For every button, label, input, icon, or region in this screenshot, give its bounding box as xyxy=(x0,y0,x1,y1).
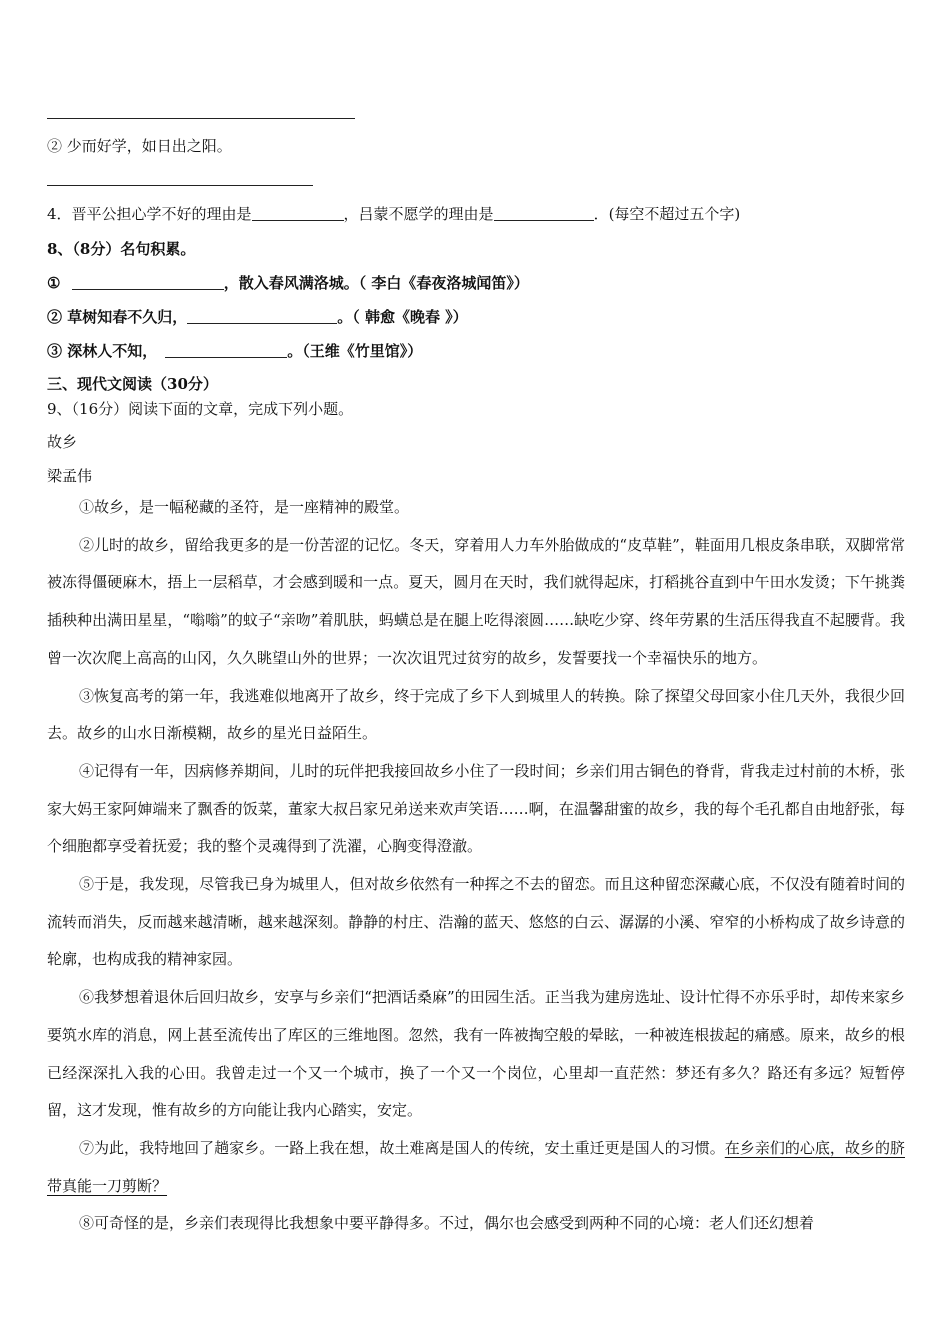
article-paragraph: ⑧可奇怪的是，乡亲们表现得比我想象中要平静得多。不过，偶尔也会感受到两种不同的心境：老人们还幻想着 xyxy=(79,1214,815,1233)
q8-line3-rest: 。（王维《竹里馆》） xyxy=(287,342,423,360)
q8-line3-text: ③ 深林人不知， xyxy=(47,342,158,360)
q4-blank-2 xyxy=(494,206,594,221)
q8-blank-3 xyxy=(165,343,287,358)
p7-underlined-sentence: 在乡亲们的心底，故乡的脐带真能一刀剪断？ xyxy=(47,1138,905,1195)
article-paragraph: ⑥我梦想着退休后回归故乡，安享与乡亲们“把酒话桑麻”的田园生活。正当我为建房选址、设计忙得不亦乐乎时，却传来家乡要筑水库的消息，网上甚至流传出了库区的三维地图。忽然，我有一阵被掏空般的晕眩，一种被连根拔起的痛感。原来，故乡的根已经深深扎入我的心田。我曾走过一个又一个城市，换了一个又一个岗位，心里却一直茫然：梦还有多久？路还有多远？短暂停留，这才发现，惟有故乡的方向能让我内心踏实，安定。 xyxy=(47,988,905,1120)
q4-blank-1 xyxy=(252,206,344,221)
article-paragraph: ②儿时的故乡，留给我更多的是一份苦涩的记忆。冬天，穿着用人力车外胎做成的“皮草鞋”，鞋面用几根皮条串联，双脚常常被冻得僵硬麻木，捂上一层稻草，才会感到暖和一点。夏天，圆月在天时，我们就得起床，打稻挑谷直到中午田水发烫；下午挑粪插秧种出满田星星，“嗡嗡”的蚊子“亲吻”着肌肤，蚂蟥总是在腿上吃得滚圆……缺吃少穿、终年劳累的生活压得我直不起腰背。我曾一次次爬上高高的山冈，久久眺望山外的世界；一次次诅咒过贫穷的故乡，发誓要找一个幸福快乐的地方。 xyxy=(47,535,905,667)
q8-line2-rest: 。（ 韩愈《晚春 》） xyxy=(337,308,468,326)
question-8-header: 8、（8分）名句积累。 xyxy=(47,240,196,258)
q4-prefix: 4．晋平公担心学不好的理由是 xyxy=(47,205,252,223)
q8-line-3 xyxy=(47,341,422,361)
q4-middle: ，吕蒙不愿学的理由是 xyxy=(343,205,494,223)
q8-line-2 xyxy=(47,307,468,327)
article-body xyxy=(47,489,905,1243)
q8-blank-2 xyxy=(187,309,337,324)
p7-text: ⑦为此，我特地回了趟家乡。一路上我在想，故土难离是国人的传统，安土重迁更是国人的习惯。 xyxy=(79,1138,725,1157)
q4-suffix: ．(每空不超过五个字) xyxy=(593,205,741,223)
article-paragraph: ①故乡，是一幅秘藏的圣符，是一座精神的殿堂。 xyxy=(79,498,410,516)
question-4 xyxy=(47,204,740,224)
q8-line1-rest: ，散入春风满洛城。（ 李白《春夜洛城闻笛》） xyxy=(223,274,529,292)
q8-line1-num: ① xyxy=(47,274,61,292)
answer-line xyxy=(47,185,313,186)
article-paragraph: ③恢复高考的第一年，我逃难似地离开了故乡，终于完成了乡下人到城里人的转换。除了探望父母回家小住几天外，我很少回去。故乡的山水日渐模糊，故乡的星光日益陌生。 xyxy=(47,686,905,743)
article-author: 梁孟伟 xyxy=(47,467,93,485)
article-paragraph xyxy=(47,1130,905,1205)
q8-line2-text: ② 草树知春不久归， xyxy=(47,308,188,326)
q7-item-2: ② 少而好学，如日出之阳。 xyxy=(47,137,232,155)
article-paragraph: ⑤于是，我发现，尽管我已身为城里人，但对故乡依然有一种挥之不去的留恋。而且这种留恋深藏心底，不仅没有随着时间的流转而消失，反而越来越清晰，越来越深刻。静静的村庄、浩瀚的蓝天、悠悠的白云、潺潺的小溪、窄窄的小桥构成了故乡诗意的轮廓，也构成我的精神家园。 xyxy=(47,875,905,969)
article-title: 故乡 xyxy=(47,433,78,451)
section-3-heading: 三、现代文阅读（30分） xyxy=(47,375,218,393)
question-9-intro: 9、（16分）阅读下面的文章，完成下列小题。 xyxy=(47,400,354,418)
answer-line xyxy=(47,118,355,119)
q8-line-1 xyxy=(47,273,529,293)
article-paragraph: ④记得有一年，因病修养期间，儿时的玩伴把我接回故乡小住了一段时间；乡亲们用古铜色的脊背，背我走过村前的木桥，张家大妈王家阿婶端来了飘香的饭菜，董家大叔吕家兄弟送来欢声笑语……啊，在温馨甜蜜的故乡，我的每个毛孔都自由地舒张，每个细胞都享受着抚爱；我的整个灵魂得到了洗濯，心胸变得澄澈。 xyxy=(47,761,905,856)
q8-blank-1 xyxy=(72,275,224,290)
